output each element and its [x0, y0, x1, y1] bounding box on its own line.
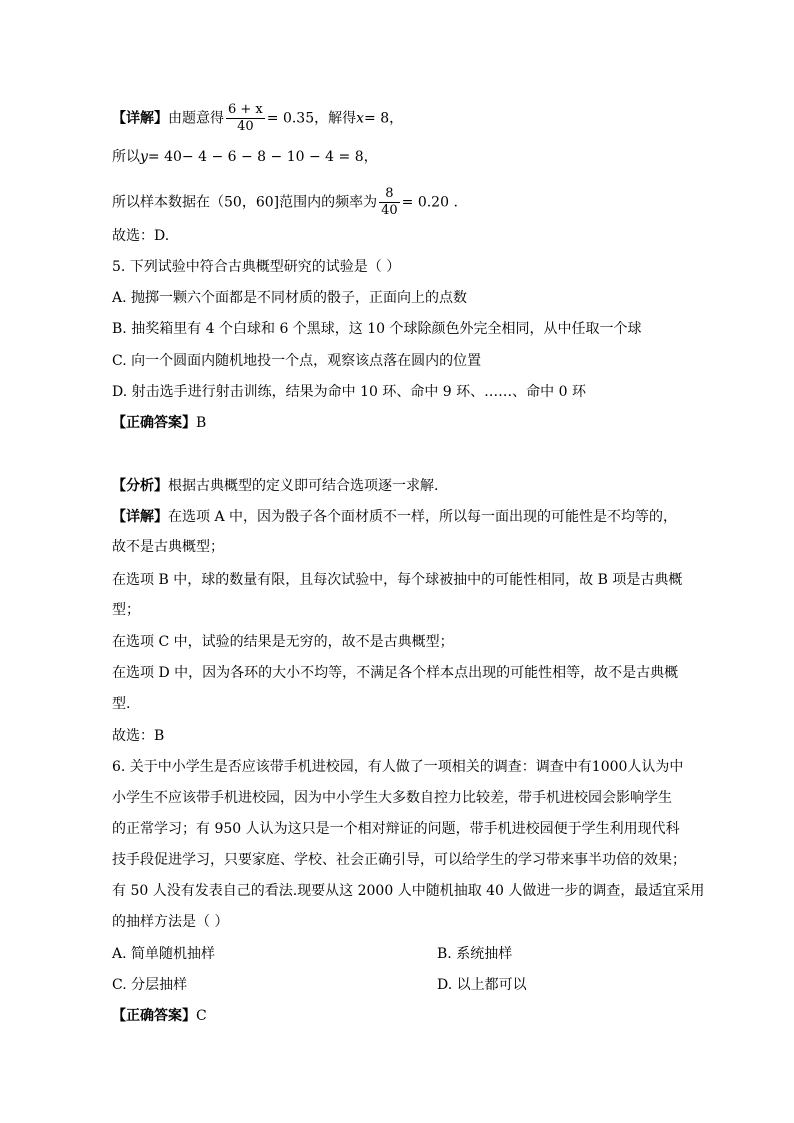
q5-final: 故选：B — [112, 728, 165, 744]
q5-detail-line-6: 在选项 D 中，因为各环的大小不均等，不满足各个样本点出现的可能性相等，故不是古典概 — [112, 665, 679, 681]
q5-option-d: D. 射击选手进行射击训练，结果为命中 10 环、命中 9 环、……、命中 0 环 — [112, 384, 586, 400]
line2-expression: = 40− 4 − 6 − 8 − 10 − 4 = 8， — [147, 149, 378, 165]
q5-detail-line-5: 在选项 C 中，试验的结果是无穷的，故不是古典概型； — [112, 634, 454, 650]
variable-x: x — [356, 110, 365, 127]
q6-stem-line-2: 小学生不应该带手机进校园，因为中小学生大多数自控力比较差，带手机进校园会影响学生 — [112, 790, 672, 806]
q6-stem-line-4: 技手段促进学习，只要家庭、学校、社会正确引导，可以给学生的学习带来事半功倍的效果； — [112, 852, 686, 868]
detail-tag: 【详解】 — [112, 509, 168, 525]
q6-option-d: D. 以上都可以 — [437, 977, 527, 993]
detail-text: 在选项 A 中，因为骰子各个面材质不一样，所以每一面出现的可能性是不均等的， — [168, 509, 678, 525]
variable-y: y — [140, 149, 148, 165]
q5-stem: 5. 下列试验中符合古典概型研究的试验是（ ） — [112, 259, 401, 275]
answer-tag: 【正确答案】 — [112, 415, 196, 431]
q5-detail-line-4: 型； — [112, 602, 140, 618]
q6-stem-line-5: 有 50 人没有发表自己的看法.现要从这 2000 人中随机抽取 40 人做进一步的调查，最适宜采用 — [112, 883, 705, 899]
analysis-text: 根据古典概型的定义即可结合选项逐一求解. — [168, 478, 439, 494]
fraction — [226, 102, 265, 135]
q5-analysis — [112, 476, 438, 496]
q5-answer — [112, 413, 206, 433]
fraction-denominator: 40 — [237, 119, 254, 134]
q5-detail-line-1 — [112, 507, 677, 527]
equation-result: = 8， — [364, 110, 404, 127]
fraction-numerator: 6 + x — [228, 102, 263, 117]
fraction-numerator: 8 — [379, 186, 400, 203]
q5-detail-line-3: 在选项 B 中，球的数量有限，且每次试验中，每个球被抽中的可能性相同，故 B 项是古典概 — [112, 572, 683, 588]
line2-pre: 所以 — [112, 149, 140, 165]
fraction-denominator: 40 — [381, 203, 398, 218]
q5-detail-line-2: 故不是古典概型； — [112, 539, 224, 555]
q6-option-b: B. 系统抽样 — [437, 946, 513, 962]
q6-stem-line-3: 的正常学习；有 950 人认为这只是一个相对辩证的问题，带手机进校园便于学生利用现代科 — [112, 821, 680, 837]
detail-line-2 — [112, 147, 378, 167]
detail-tag: 【详解】 — [112, 110, 168, 127]
q6-option-a: A. 简单随机抽样 — [112, 946, 216, 962]
equation-text: = 0.35，解得 — [266, 110, 357, 127]
line3-pre: 所以样本数据在（50，60]范围内的频率为 — [112, 194, 378, 211]
analysis-tag: 【分析】 — [112, 478, 168, 494]
q6-answer — [112, 1006, 207, 1026]
answer-value: B — [196, 415, 207, 431]
detail-text: 由题意得 — [168, 110, 224, 127]
q5-option-a: A. 抛掷一颗六个面都是不同材质的骰子，正面向上的点数 — [112, 290, 468, 306]
answer-value: C — [196, 1008, 207, 1024]
q6-stem-line-1: 6. 关于中小学生是否应该带手机进校园，有人做了一项相关的调查：调查中有1000人认为中 — [112, 759, 684, 775]
q6-option-c: C. 分层抽样 — [112, 977, 188, 993]
q6-stem-line-6: 的抽样方法是（ ） — [112, 914, 229, 930]
answer-choice-1: 故选：D. — [112, 228, 170, 244]
detail-line-3 — [112, 186, 458, 219]
fraction-2 — [379, 186, 400, 219]
q5-option-c: C. 向一个圆面内随机地投一个点，观察该点落在圆内的位置 — [112, 353, 482, 369]
q5-option-b: B. 抽奖箱里有 4 个白球和 6 个黑球，这 10 个球除颜色外完全相同，从中任取一个球 — [112, 321, 642, 337]
q5-detail-line-7: 型. — [112, 696, 131, 712]
answer-tag: 【正确答案】 — [112, 1008, 196, 1024]
line3-post: = 0.20 . — [401, 194, 458, 211]
detail-line-1 — [112, 102, 403, 135]
